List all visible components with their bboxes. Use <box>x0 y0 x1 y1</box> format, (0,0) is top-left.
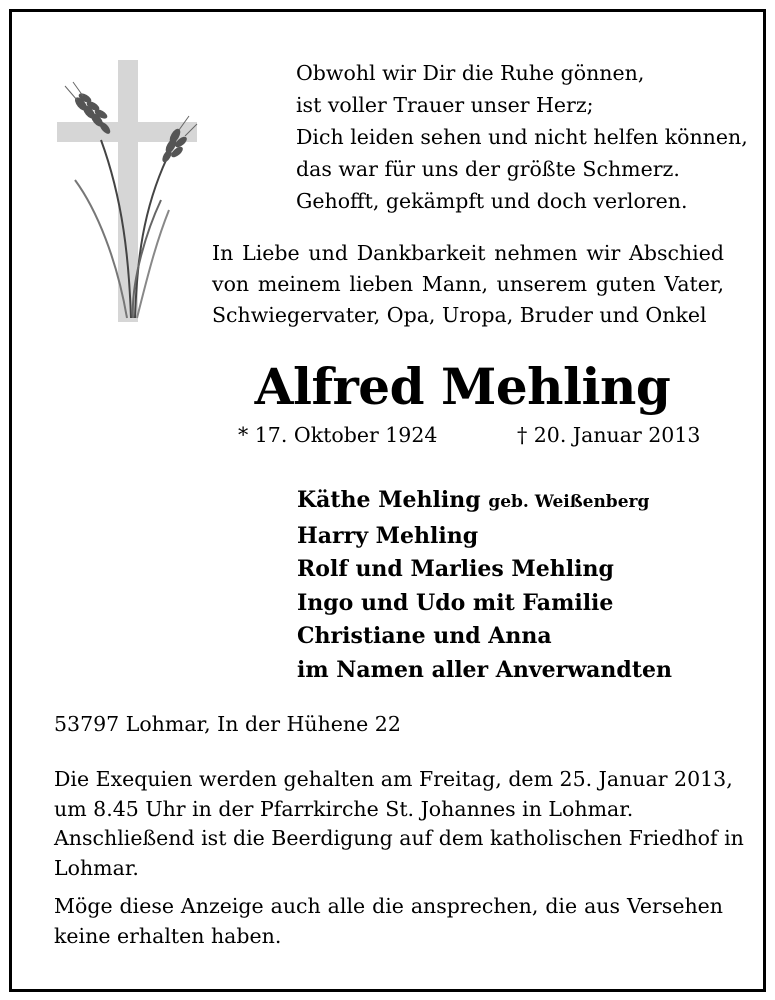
service-details <box>54 765 744 883</box>
poem-line: Obwohl wir Dir die Ruhe gönnen, <box>296 61 645 85</box>
poem-line: Dich leiden sehen und nicht helfen können, <box>296 125 748 149</box>
farewell-intro <box>212 238 724 331</box>
poem-line: das war für uns der größte Schmerz. <box>296 157 680 181</box>
death-date: † 20. Januar 2013 <box>517 423 701 447</box>
closing-line: keine erhalten haben. <box>54 923 282 948</box>
mourner: Harry Mehling <box>297 522 479 549</box>
service-line: Anschließend ist die Beerdigung auf dem katholischen Friedhof in <box>54 826 744 850</box>
birth-date: * 17. Oktober 1924 <box>238 423 438 447</box>
mourner: Rolf und Marlies Mehling <box>297 556 614 582</box>
cross-with-wheat-icon <box>57 60 207 322</box>
service-line: um 8.45 Uhr in der Pfarrkirche St. Johannes in Lohmar. <box>54 796 634 821</box>
mourner: Ingo und Udo mit Familie <box>297 589 614 616</box>
poem-line: Gehofft, gekämpft und doch verloren. <box>296 189 688 213</box>
deceased-name: Alfred Mehling <box>254 357 671 416</box>
service-line: Die Exequien werden gehalten am Freitag, dem 25. Januar 2013, <box>54 767 733 791</box>
intro-line: Schwiegervater, Opa, Uropa, Bruder und Onkel <box>212 303 707 327</box>
maiden-name: geb. Weißenberg <box>488 492 650 512</box>
service-line: Lohmar. <box>54 855 139 880</box>
mourner: im Namen aller Anverwandten <box>297 656 672 683</box>
closing-line: Möge diese Anzeige auch alle die ansprechen, die aus Versehen <box>54 894 723 918</box>
obituary-notice <box>9 9 766 992</box>
mourner <box>297 484 672 520</box>
intro-line: In Liebe und Dankbarkeit nehmen wir Abschied <box>212 241 724 265</box>
mourners-list <box>297 484 672 687</box>
closing-note <box>54 892 723 951</box>
intro-line: von meinem lieben Mann, unserem guten Vater, <box>212 272 724 296</box>
mourner-name: Käthe Mehling <box>297 487 481 513</box>
poem <box>296 57 756 217</box>
poem-line: ist voller Trauer unser Herz; <box>296 93 594 117</box>
mourner: Christiane und Anna <box>297 623 552 649</box>
address: 53797 Lohmar, In der Hühene 22 <box>54 712 401 736</box>
